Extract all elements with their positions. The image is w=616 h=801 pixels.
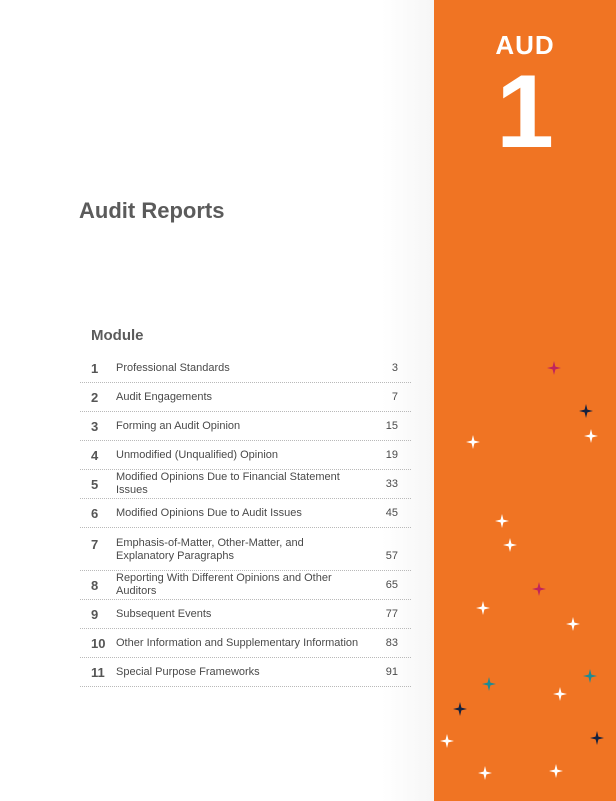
toc-row[interactable] [80,658,411,687]
toc-row[interactable] [80,499,411,528]
sparkle-icon [584,429,598,443]
toc-number: 5 [91,476,99,492]
toc-page: 33 [385,478,398,490]
toc-row[interactable] [80,528,411,571]
sparkle-icon [583,669,597,683]
toc-row[interactable] [80,383,411,412]
sparkle-icon [482,677,496,691]
module-code: AUD [495,30,555,60]
toc-row[interactable] [80,354,411,383]
toc-title: Unmodified (Unqualified) Opinion [116,448,279,461]
toc-number: 1 [91,360,99,376]
toc-number: 6 [91,505,99,521]
sparkle-icon [478,766,492,780]
sparkle-icon [532,582,546,596]
toc-page: 45 [385,507,398,519]
toc-number: 4 [91,447,99,463]
toc-page: 3 [391,362,398,374]
sparkle-icon [566,617,580,631]
toc-number: 11 [91,664,105,680]
toc-row[interactable] [80,412,411,441]
sparkle-icon [590,731,604,745]
sparkle-icon [549,764,563,778]
sparkle-icon [453,702,467,716]
toc-page: 91 [385,666,398,678]
toc-title: Subsequent Events [116,607,212,620]
page-title: Audit Reports [79,198,225,223]
sparkle-icon [440,734,454,748]
toc-row[interactable] [80,571,411,600]
toc-page: 57 [385,550,398,562]
toc-title: Audit Engagements [116,390,213,403]
toc-title: Forming an Audit Opinion [116,419,241,432]
sparkle-icon [547,361,561,375]
sparkle-icon [579,404,593,418]
toc-title: Other Information and Supplementary Information [116,636,359,649]
sparkle-icon [503,538,517,552]
toc-row[interactable] [80,600,411,629]
toc-number: 7 [91,537,99,552]
toc-row[interactable] [80,470,411,499]
toc-page: 77 [385,608,398,620]
sparkle-icon [466,435,480,449]
toc-number: 10 [91,635,106,651]
sparkle-icon [495,514,509,528]
toc-number: 9 [91,606,99,622]
module-number: 1 [496,54,554,170]
toc-page: 19 [385,449,398,461]
sparkle-icon [553,687,567,701]
toc-page: 15 [385,420,398,432]
toc-number: 8 [91,577,99,593]
table-of-contents [80,354,411,687]
toc-page: 83 [385,637,398,649]
toc-title: Emphasis-of-Matter, Other-Matter, and Explanatory Paragraphs [116,537,304,562]
toc-title: Modified Opinions Due to Audit Issues [116,506,302,519]
toc-page: 7 [391,391,398,403]
toc-number: 2 [91,389,99,405]
toc-row[interactable] [80,629,411,658]
toc-page: 65 [385,579,398,591]
module-heading: Module [91,327,144,344]
toc-title: Reporting With Different Opinions and Other Auditors [116,572,332,597]
sparkle-icon [476,601,490,615]
toc-title: Modified Opinions Due to Financial Statement Issues [116,471,340,496]
toc-title: Special Purpose Frameworks [116,665,260,678]
toc-row[interactable] [80,441,411,470]
toc-title: Professional Standards [116,361,230,374]
toc-number: 3 [91,418,99,434]
